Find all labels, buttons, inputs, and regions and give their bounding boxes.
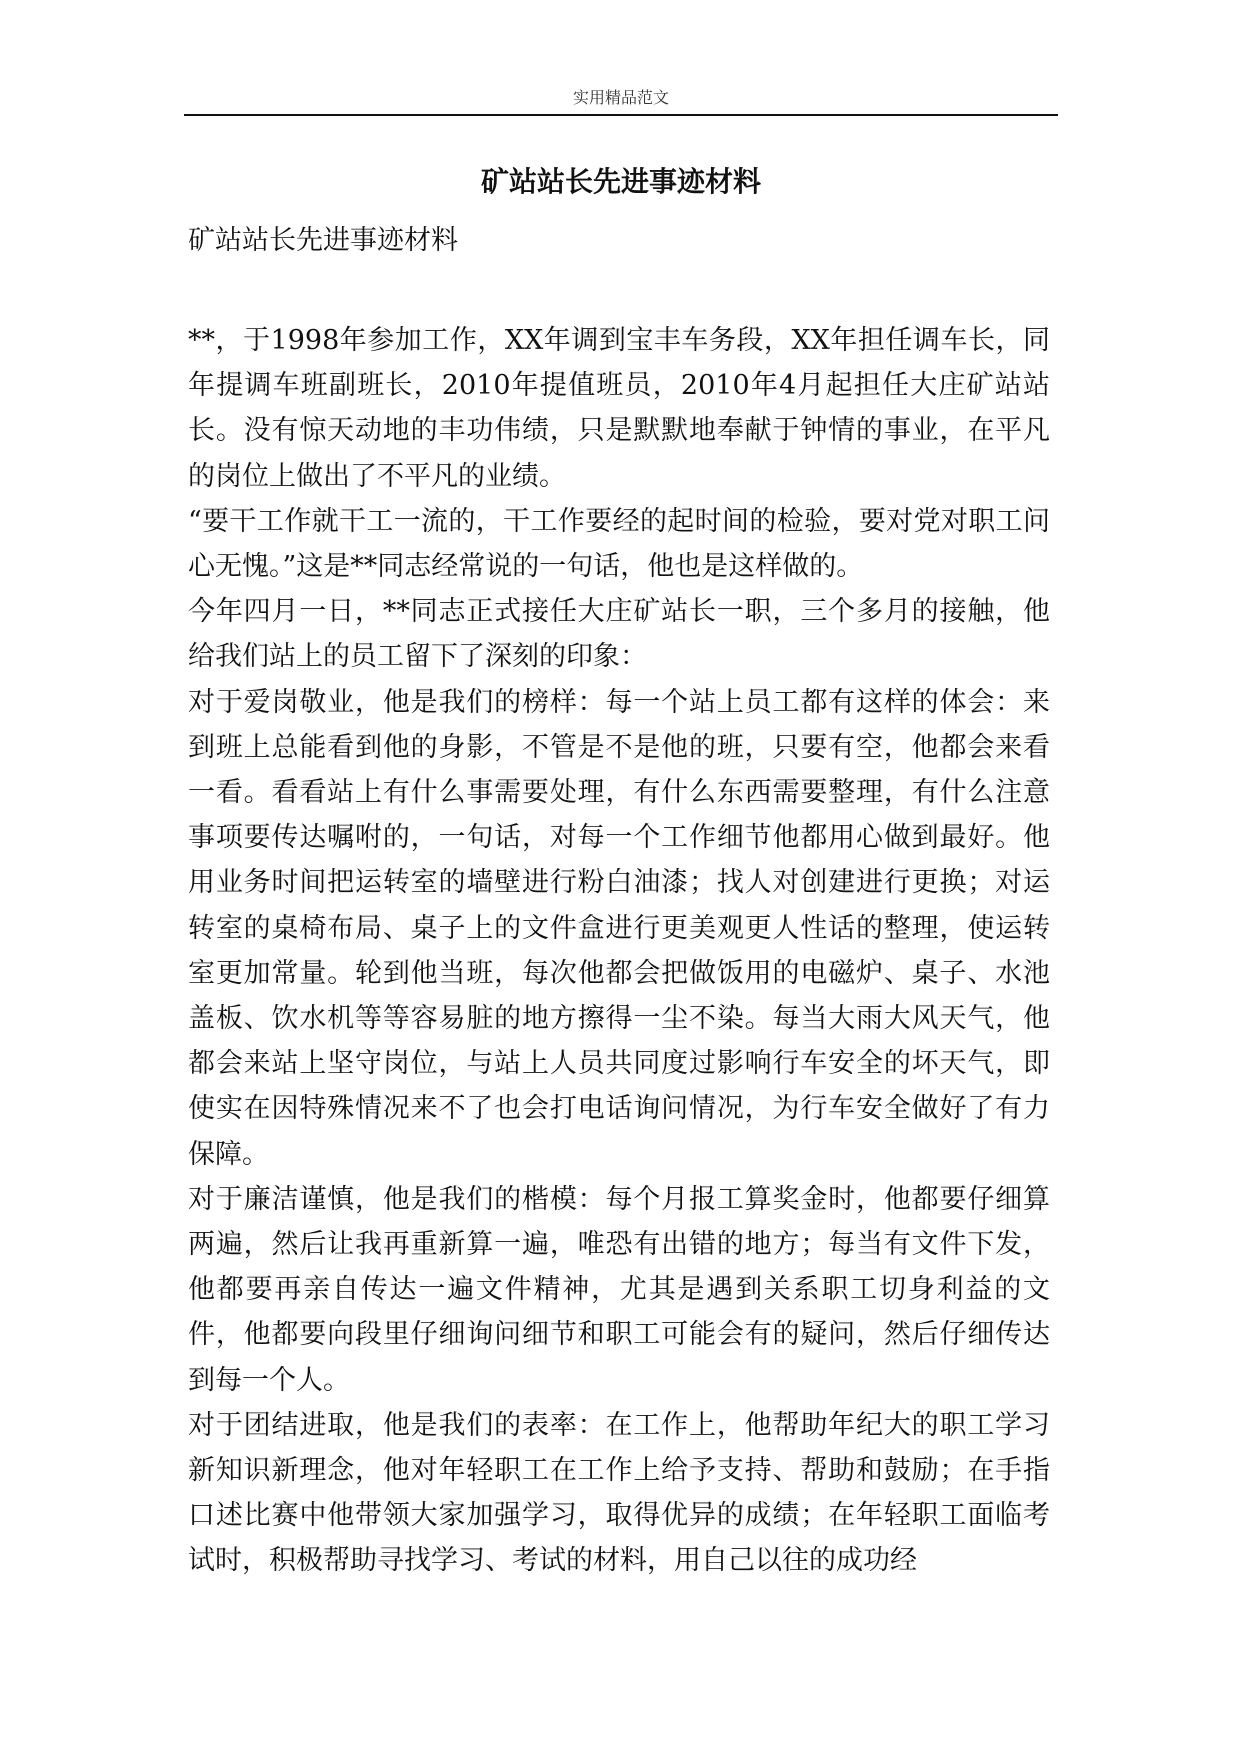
running-header: 实用精品范文 (572, 88, 669, 107)
header-divider (184, 114, 1058, 116)
paragraph: 对于团结进取，他是我们的表率：在工作上，他帮助年纪大的职工学习新知识新理念，他对年轻职工在工作上给予支持、帮助和鼓励；在手指口述比赛中他带领大家加强学习，取得优异的成绩；在年轻职工面临考试时，积极帮助寻找学习、考试的材料，用自己以往的成功经 (188, 1409, 1050, 1577)
document-title: 矿站站长先进事迹材料 (480, 165, 761, 198)
document-subtitle: 矿站站长先进事迹材料 (188, 225, 458, 256)
paragraph: **，于1998年参加工作，XX年调到宝丰车务段，XX年担任调车长，同年提调车班副班长，2010年提值班员，2010年4月起担任大庄矿站站长。没有惊天动地的丰功伟绩，只是默默地奉献于钟情的事业，在平凡的岗位上做出了不平凡的业绩。 (188, 325, 1050, 492)
paragraph: 对于廉洁谨慎，他是我们的楷模：每个月报工算奖金时，他都要仔细算两遍，然后让我再重新算一遍，唯恐有出错的地方；每当有文件下发，他都要再亲自传达一遍文件精神，尤其是遇到关系职工切身利益的文件，他都要向段里仔细询问细节和职工可能会有的疑问，然后仔细传达到每一个人。 (188, 1183, 1050, 1396)
document-body (188, 318, 1050, 1584)
paragraph: 对于爱岗敬业，他是我们的榜样：每一个站上员工都有这样的体会：来到班上总能看到他的身影，不管是不是他的班，只要有空，他都会来看一看。看看站上有什么事需要处理，有什么东西需要整理，有什么注意事项要传达嘱咐的，一句话，对每一个工作细节他都用心做到最好。他用业务时间把运转室的墙壁进行粉白油漆；找人对创建进行更换；对运转室的桌椅布局、桌子上的文件盒进行更美观更人性话的整理，使运转室更加常量。轮到他当班，每次他都会把做饭用的电磁炉、桌子、水池盖板、饮水机等等容易脏的地方擦得一尘不染。每当大雨大风天气，他都会来站上坚守岗位，与站上人员共同度过影响行车安全的坏天气，即使实在因特殊情况来不了也会打电话询问情况，为行车安全做好了有力保障。 (188, 686, 1050, 1170)
paragraph: “要干工作就干工一流的，干工作要经的起时间的检验，要对党对职工问心无愧。”这是**同志经常说的一句话，他也是这样做的。 (188, 505, 1050, 583)
paragraph: 今年四月一日，**同志正式接任大庄矿站长一职，三个多月的接触，他给我们站上的员工留下了深刻的印象： (188, 596, 1050, 673)
